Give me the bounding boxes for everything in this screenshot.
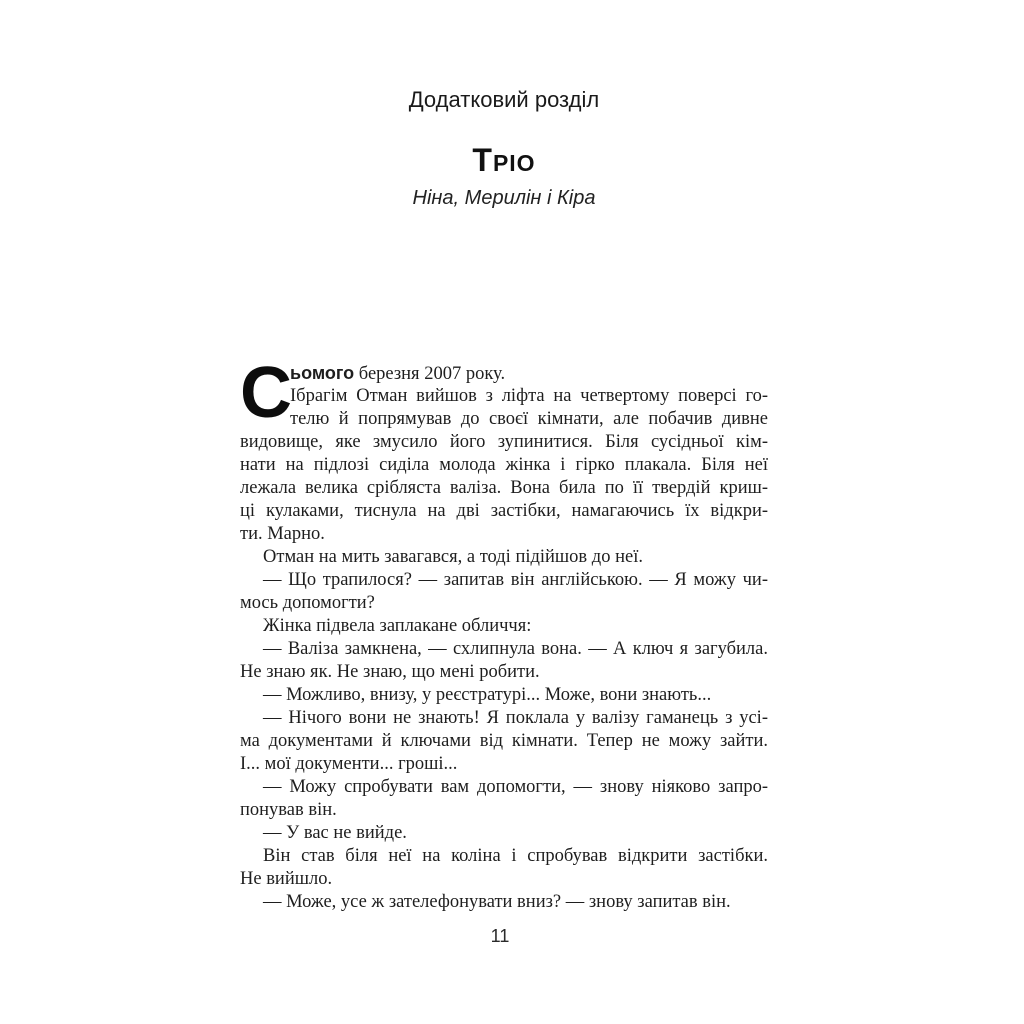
text-line: Не вийшло.: [240, 869, 333, 889]
chapter-label: Додатковий розділ: [408, 87, 600, 112]
text-line: телю й попрямував до своєї кімнати, але побачив дивне: [290, 409, 768, 429]
text-line: — Нічого вони не знають! Я поклала у валізу гаманець з усі-: [263, 708, 768, 728]
text-line: ці кулаками, тиснула на дві застібки, намагаючись їх відкри-: [240, 501, 768, 521]
text-line: — Валіза замкнена, — схлипнула вона. — А ключ я загубила.: [263, 639, 768, 659]
text-line: Він став біля неї на коліна і спробував відкрити застібки.: [263, 846, 768, 866]
text-line: Жінка підвела заплакане обличчя:: [263, 616, 532, 636]
title-small-caps: РІО: [492, 150, 536, 176]
chapter-subtitle: Ніна, Мерилін і Кіра: [412, 187, 596, 209]
text-line: — Що трапилося? — запитав він англійською. — Я можу чи-: [263, 570, 768, 590]
text-line: видовище, яке змусило його зупинитися. Біля сусідньої кім-: [240, 432, 768, 452]
text-line: ма документами й ключами від кімнати. Тепер не можу зайти.: [240, 731, 768, 751]
text-line: — Можу спробувати вам допомогти, — знову ніяково запро-: [263, 777, 768, 797]
text-line: — Може, усе ж зателефонувати вниз? — знову запитав він.: [263, 892, 731, 912]
text-line: лежала велика срібляста валіза. Вона била по її твердій криш-: [240, 478, 768, 498]
drop-cap: С: [240, 353, 292, 433]
lead-word: ьомого: [290, 363, 355, 383]
text-line: Отман на мить завагався, а тоді підійшов до неї.: [263, 547, 643, 567]
text-line: нати на підлозі сиділа молода жінка і гірко плакала. Біля неї: [240, 455, 768, 475]
text-line: понував він.: [240, 800, 337, 820]
text-line: мось допомогти?: [240, 593, 375, 613]
text-line: Ібрагім Отман вийшов з ліфта на четвертому поверсі го-: [290, 386, 768, 406]
text-line: ти. Марно.: [240, 524, 325, 544]
body-lines: [240, 385, 768, 914]
text-line: І... мої документи... гроші...: [240, 754, 458, 774]
body-text: [240, 353, 768, 914]
page-number: 11: [490, 926, 510, 946]
text-line-first: [240, 362, 768, 385]
text-line: — Можливо, внизу, у реєстратурі... Може, вони знають...: [263, 685, 712, 705]
first-line-rest: березня 2007 року.: [354, 364, 506, 384]
title-initial: Т: [472, 142, 493, 178]
text-line: Не знаю як. Не знаю, що мені робити.: [240, 662, 540, 682]
text-line: — У вас не вийде.: [263, 823, 407, 843]
chapter-title: [240, 142, 768, 181]
